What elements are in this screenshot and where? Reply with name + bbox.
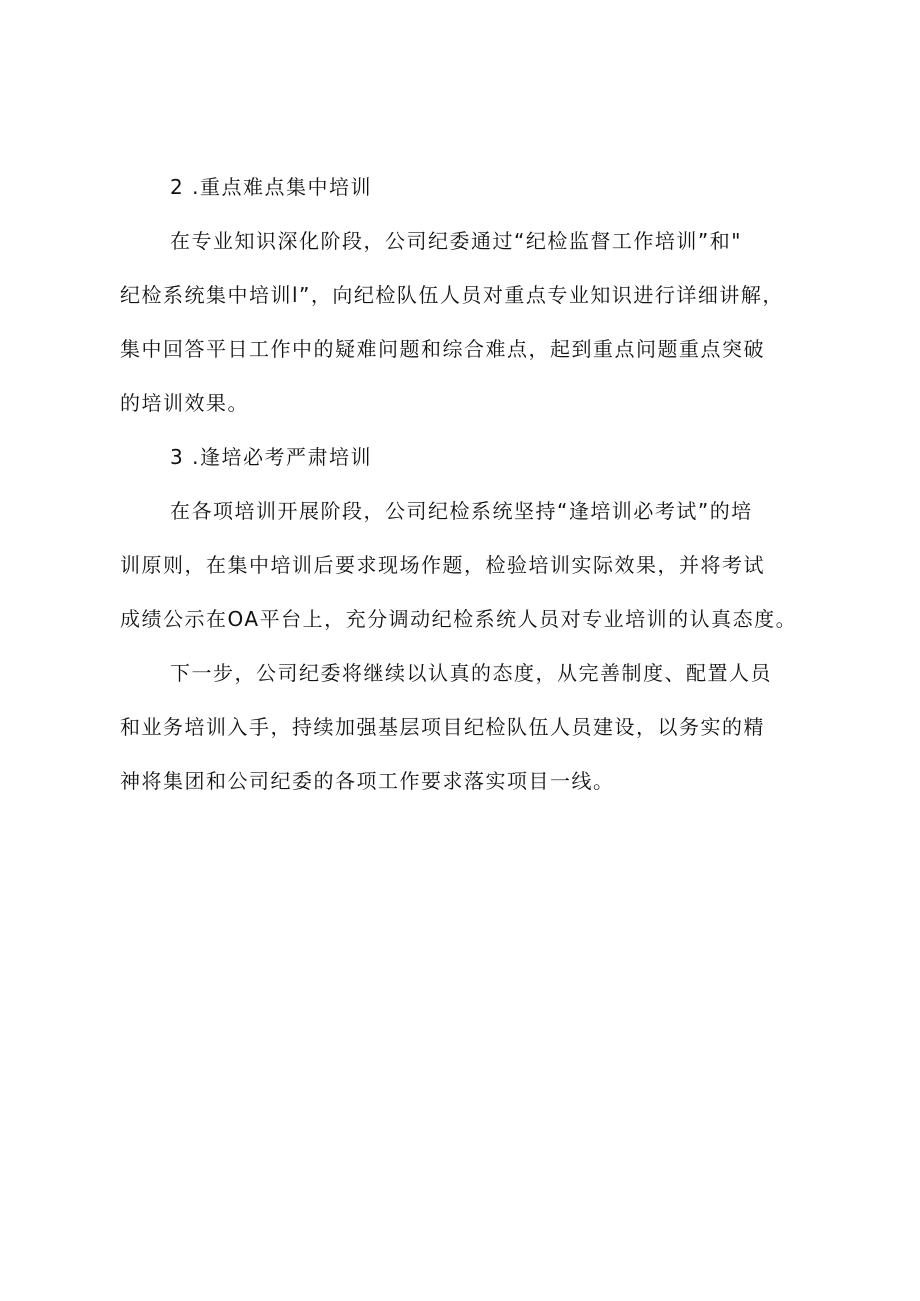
section-3-heading: 3 .逢培必考严肃培训 (170, 445, 372, 469)
section-2-paragraph-line: 集中回答平日工作中的疑难问题和综合难点，起到重点问题重点突破 (120, 337, 765, 361)
section-3-paragraph-line: 训原则，在集中培训后要求现场作题，检验培训实际效果，并将考试 (120, 553, 765, 577)
next-step-paragraph-line: 和业务培训入手，持续加强基层项目纪检队伍人员建设，以务实的精 (120, 715, 765, 739)
next-step-paragraph-line: 神将集团和公司纪委的各项工作要求落实项目一线。 (120, 769, 615, 793)
section-2-paragraph-line: 在专业知识深化阶段，公司纪委通过“纪检监督工作培训”和" (170, 229, 742, 253)
section-2-paragraph-line: 纪检系统集中培训l”，向纪检队伍人员对重点专业知识进行详细讲解， (120, 283, 784, 307)
section-2-paragraph-line: 的培训效果。 (120, 391, 249, 415)
document-body (120, 170, 820, 818)
next-step-paragraph-line: 下一步，公司纪委将继续以认真的态度，从完善制度、配置人员 (170, 661, 772, 685)
section-3-paragraph-line: 在各项培训开展阶段，公司纪检系统坚持“逢培训必考试”的培 (170, 499, 753, 523)
section-3-paragraph-line: 成绩公示在OA平台上，充分调动纪检系统人员对专业培训的认真态度。 (120, 607, 798, 631)
section-2-heading: 2 .重点难点集中培训 (170, 175, 372, 199)
